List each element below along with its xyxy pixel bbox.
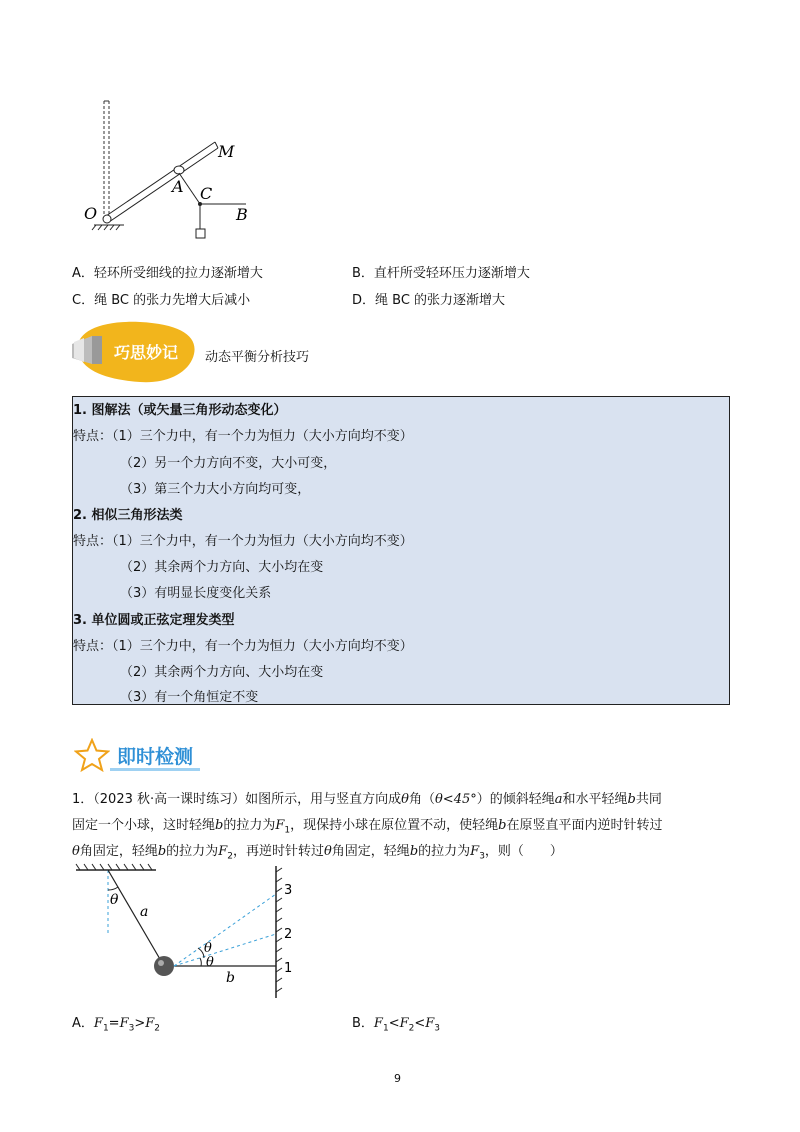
star-icon bbox=[74, 738, 110, 772]
tip-badge-label: 巧思妙记 bbox=[114, 343, 179, 362]
option-a: A．轻环所受细线的拉力逐渐增大 bbox=[72, 266, 263, 281]
box-s1-l3: （3）第三个力大小方向均可变， bbox=[120, 482, 311, 497]
fig2-theta-2: θ bbox=[206, 955, 214, 970]
fig2-theta-1: θ bbox=[204, 941, 212, 956]
option-b: B．直杆所受轻环压力逐渐增大 bbox=[352, 266, 530, 281]
box-s1-l1: 特点：（1）三个力中，有一个力为恒力（大小方向均不变） bbox=[73, 429, 413, 444]
tip-title: 动态平衡分析技巧 bbox=[205, 350, 310, 365]
box-s2-l1: 特点：（1）三个力中，有一个力为恒力（大小方向均不变） bbox=[73, 534, 413, 549]
figure-rod-ring bbox=[80, 95, 270, 245]
box-s3-l3: （3）有一个角恒定不变 bbox=[120, 690, 259, 705]
box-s3-l2: （2）其余两个力方向、大小均在变 bbox=[120, 665, 324, 680]
box-s1-l2: （2）另一个力方向不变，大小可变， bbox=[120, 456, 337, 471]
page-number: 9 bbox=[394, 1072, 401, 1085]
figure-ball-ropes bbox=[70, 862, 310, 1012]
q1-option-a: A．$F_1=F_3>F_2$ bbox=[72, 1016, 161, 1034]
fig1-label-b: B bbox=[236, 205, 248, 224]
box-s3-l1: 特点：（1）三个力中，有一个力为恒力（大小方向均不变） bbox=[73, 639, 413, 654]
section-title: 即时检测 bbox=[117, 746, 194, 768]
fig2-label-b: b bbox=[226, 970, 235, 986]
box-s2-l3: （3）有明显长度变化关系 bbox=[120, 586, 272, 601]
option-d: D．绳 BC 的张力逐渐增大 bbox=[352, 293, 506, 308]
question-line-2: 固定一个小球，这时轻绳b的拉力为$F_1$，现保持小球在原位置不动，使轻绳b在原竖直平面内逆时针转过 bbox=[72, 818, 663, 836]
question-line-1: 1．（2023 秋·高一课时练习）如图所示，用与竖直方向成θ角（θ<45°）的倾斜轻绳a和水平轻绳b共同 bbox=[72, 792, 662, 807]
section-underline bbox=[110, 768, 200, 771]
box-s2-l2: （2）其余两个力方向、大小均在变 bbox=[120, 560, 324, 575]
option-c: C．绳 BC 的张力先增大后减小 bbox=[72, 293, 251, 308]
fig2-point-2: 2 bbox=[284, 927, 293, 942]
q1-option-b: B．$F_1<F_2<F_3$ bbox=[352, 1016, 441, 1034]
summary-box bbox=[72, 396, 730, 705]
fig2-point-3: 3 bbox=[284, 883, 293, 898]
question-line-3: θ角固定，轻绳b的拉力为$F_2$，再逆时针转过θ角固定，轻绳b的拉力为$F_3$，则（ ） bbox=[72, 844, 563, 862]
fig1-label-a: A bbox=[172, 177, 184, 196]
fig2-theta-top: θ bbox=[110, 892, 119, 908]
fig2-point-1: 1 bbox=[284, 961, 293, 976]
fig1-label-o: O bbox=[84, 204, 98, 223]
fig2-label-a: a bbox=[140, 904, 149, 920]
tip-badge bbox=[70, 314, 200, 384]
box-s3-title: 3. 单位圆或正弦定理发类型 bbox=[73, 613, 235, 628]
fig1-label-m: M bbox=[218, 142, 235, 161]
fig1-label-c: C bbox=[200, 184, 213, 203]
megaphone-icon bbox=[74, 338, 84, 362]
box-s1-title: 1. 图解法（或矢量三角形动态变化） bbox=[73, 403, 287, 418]
box-s2-title: 2. 相似三角形法类 bbox=[73, 508, 183, 523]
